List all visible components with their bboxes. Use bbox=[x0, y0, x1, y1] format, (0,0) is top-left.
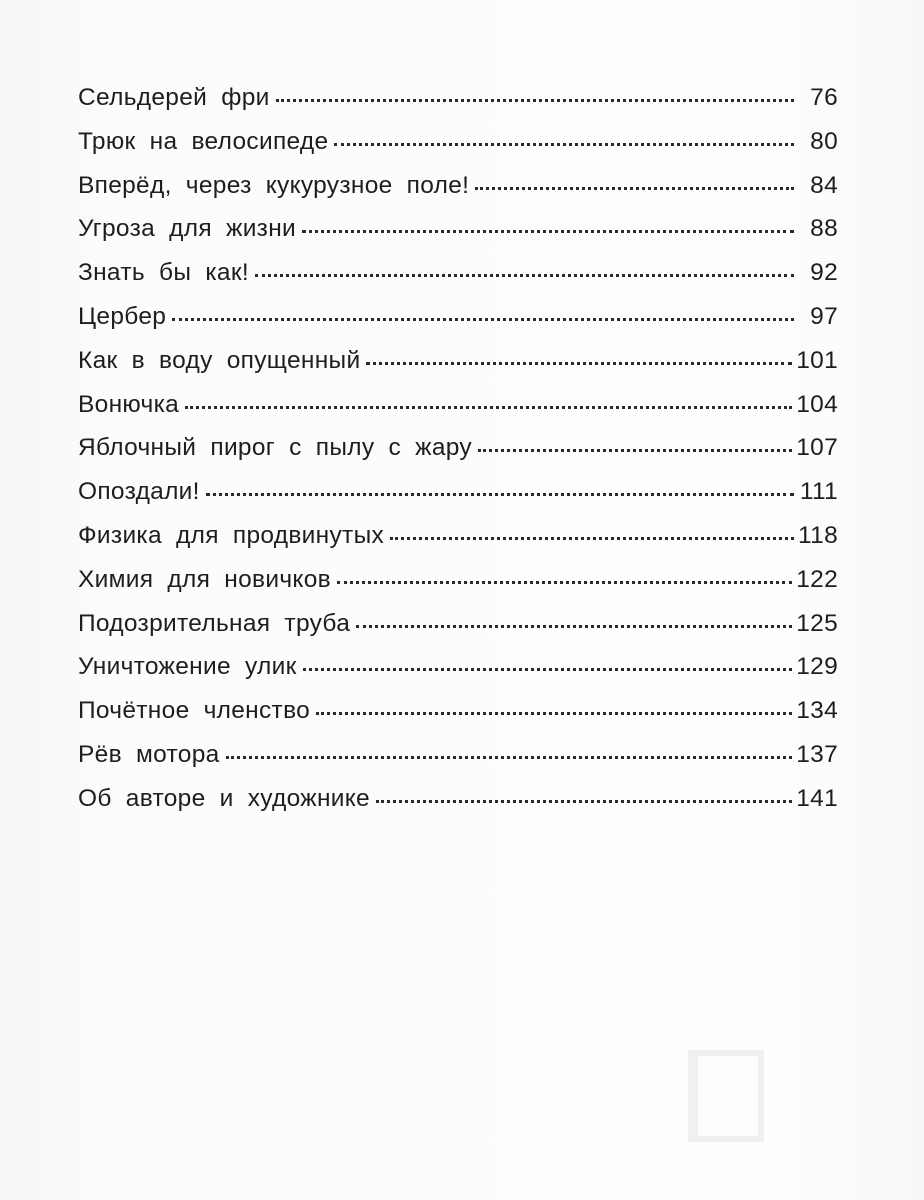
toc-entry-title: Сельдерей фри bbox=[78, 84, 270, 111]
toc-entry bbox=[78, 653, 838, 697]
toc-entry bbox=[78, 697, 838, 741]
toc-entry bbox=[78, 522, 838, 566]
dot-leader bbox=[475, 183, 794, 190]
dot-leader bbox=[276, 95, 794, 102]
toc-entry-page-number: 141 bbox=[796, 784, 838, 812]
toc-entry-title: Почётное членство bbox=[78, 697, 311, 725]
toc-entry bbox=[78, 391, 838, 435]
toc-entry-page-number: 137 bbox=[796, 740, 838, 768]
toc-entry bbox=[78, 215, 838, 259]
toc-entry-title: Знать бы как! bbox=[78, 259, 249, 287]
toc-entry bbox=[78, 259, 838, 303]
dot-leader bbox=[366, 358, 792, 365]
toc-entry-page-number: 118 bbox=[798, 521, 838, 549]
toc-entry bbox=[78, 347, 838, 391]
toc-entry bbox=[78, 303, 838, 347]
toc-entry-page-number: 97 bbox=[810, 302, 838, 330]
dot-leader bbox=[226, 752, 793, 759]
toc-entry-page-number: 84 bbox=[810, 171, 838, 199]
toc-entry bbox=[78, 172, 838, 216]
toc-entry bbox=[78, 741, 838, 785]
toc-entry-page-number: 101 bbox=[796, 346, 838, 374]
toc-entry bbox=[78, 434, 838, 478]
dot-leader bbox=[478, 445, 792, 452]
dot-leader bbox=[356, 621, 792, 628]
table-of-contents bbox=[78, 84, 838, 829]
toc-entry-title: Опоздали! bbox=[78, 478, 200, 506]
toc-entry-page-number: 76 bbox=[810, 84, 838, 111]
toc-entry-page-number: 107 bbox=[796, 434, 838, 462]
toc-entry-title: Трюк на велосипеде bbox=[78, 127, 329, 155]
toc-entry-title: Яблочный пирог с пылу с жару bbox=[78, 434, 472, 462]
dot-leader bbox=[185, 402, 792, 409]
dot-leader bbox=[376, 796, 792, 803]
toc-entry-title: Угроза для жизни bbox=[78, 215, 297, 243]
show-through-ghost bbox=[688, 1050, 764, 1142]
toc-entry-page-number: 88 bbox=[810, 215, 838, 243]
toc-entry-title: Уничтожение улик bbox=[78, 653, 297, 681]
toc-entry-title: Цербер bbox=[78, 302, 167, 330]
dot-leader bbox=[337, 577, 792, 584]
toc-entry-page-number: 125 bbox=[796, 609, 838, 637]
toc-entry bbox=[78, 610, 838, 654]
toc-entry-title: Вонючка bbox=[78, 390, 180, 418]
toc-entry bbox=[78, 566, 838, 610]
dot-leader bbox=[206, 489, 794, 496]
dot-leader bbox=[303, 664, 793, 671]
toc-entry-title: Химия для новичков bbox=[78, 565, 331, 593]
dot-leader bbox=[172, 314, 794, 321]
dot-leader bbox=[334, 139, 794, 146]
toc-entry-title: Подозрительная труба bbox=[78, 609, 351, 637]
toc-entry-page-number: 122 bbox=[796, 565, 838, 593]
toc-entry bbox=[78, 84, 838, 128]
toc-entry-title: Физика для продвинутых bbox=[78, 521, 385, 549]
toc-entry-title: Как в воду опущенный bbox=[78, 346, 361, 374]
toc-entry-page-number: 92 bbox=[810, 259, 838, 287]
toc-entry-title: Вперёд, через кукурузное поле! bbox=[78, 171, 470, 199]
toc-entry-title: Об авторе и художнике bbox=[78, 784, 370, 812]
toc-entry-page-number: 80 bbox=[810, 127, 838, 155]
toc-entry-page-number: 129 bbox=[796, 653, 838, 681]
toc-entry-page-number: 134 bbox=[796, 697, 838, 725]
toc-entry-page-number: 104 bbox=[796, 390, 838, 418]
toc-entry-page-number: 111 bbox=[799, 478, 838, 506]
toc-entry bbox=[78, 128, 838, 172]
dot-leader bbox=[316, 708, 792, 715]
dot-leader bbox=[390, 533, 794, 540]
toc-entry bbox=[78, 478, 838, 522]
toc-entry bbox=[78, 785, 838, 829]
dot-leader bbox=[255, 270, 794, 277]
dot-leader bbox=[302, 226, 794, 233]
toc-entry-title: Рёв мотора bbox=[78, 740, 220, 768]
